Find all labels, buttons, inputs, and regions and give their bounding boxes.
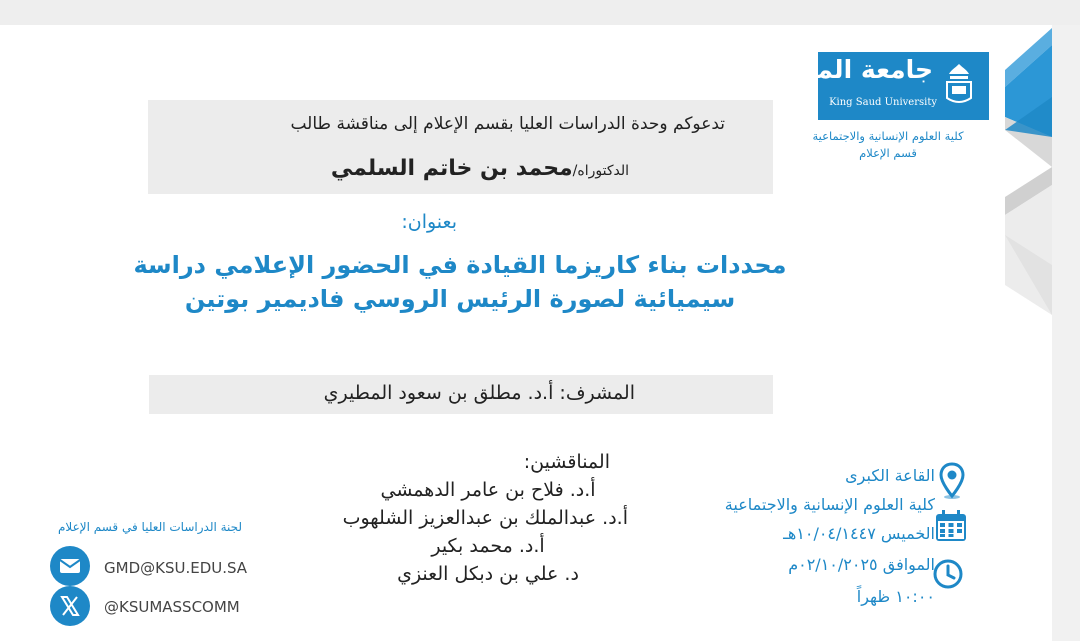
right-strip xyxy=(1052,25,1080,641)
location-pin-icon xyxy=(938,462,966,500)
thesis-title-line1: محددات بناء كاريزما القيادة في الحضور الإعلامي دراسة xyxy=(133,251,787,279)
event-time: ١٠:٠٠ ظهراً xyxy=(856,587,935,606)
committee-label: لجنة الدراسات العليا في قسم الإعلام xyxy=(58,520,243,534)
thesis-title-label: بعنوان: xyxy=(401,211,457,233)
decorative-chevrons xyxy=(1005,25,1052,325)
date-hijri: الخميس ١٠/٠٤/١٤٤٧هـ xyxy=(783,524,935,543)
logo-name-ar: جامعة الملك سعود xyxy=(708,55,933,84)
college-info xyxy=(788,128,988,162)
supervisor-text: المشرف: أ.د. مطلق بن سعود المطيري xyxy=(323,382,635,404)
invitation-line: تدعوكم وحدة الدراسات العليا بقسم الإعلام إلى مناقشة طالب xyxy=(290,114,725,134)
examiner-item: أ.د. عبدالملك بن عبدالعزيز الشلهوب xyxy=(342,507,628,529)
clock-icon xyxy=(932,558,964,590)
examiner-item: أ.د. فلاح بن عامر الدهمشي xyxy=(380,479,596,501)
venue-line1: القاعة الكبرى xyxy=(845,466,935,485)
date-gregorian: الموافق ٠٢/١٠/٢٠٢٥م xyxy=(788,555,935,574)
examiners-list xyxy=(342,448,628,588)
invitation-box xyxy=(148,100,773,194)
top-strip xyxy=(0,0,1080,25)
venue-line2: كلية العلوم الإنسانية والاجتماعية xyxy=(724,495,935,514)
calendar-icon xyxy=(934,509,968,543)
student-name: محمد بن خاتم السلمي xyxy=(330,156,573,181)
examiners-header: المناقشين: xyxy=(523,451,610,473)
x-icon[interactable] xyxy=(50,586,90,626)
student-line xyxy=(331,156,629,181)
supervisor-box xyxy=(149,375,773,414)
degree-prefix: الدكتوراه/ xyxy=(572,163,629,179)
ksu-emblem-icon xyxy=(941,60,977,110)
logo-name-en: King Saud University xyxy=(829,97,937,108)
thesis-title xyxy=(120,248,800,316)
email-text[interactable]: GMD@KSU.EDU.SA xyxy=(104,559,248,577)
twitter-text[interactable]: @KSUMASSCOMM xyxy=(104,598,240,616)
thesis-title-line2: سيميائية لصورة الرئيس الروسي فاديمير بوتين xyxy=(184,285,736,313)
email-icon[interactable] xyxy=(50,546,90,586)
examiner-item: د. علي بن دبكل العنزي xyxy=(397,563,579,585)
examiner-item: أ.د. محمد بكير xyxy=(431,535,545,557)
college-name: كلية العلوم الإنسانية والاجتماعية xyxy=(812,129,964,143)
university-logo xyxy=(708,52,989,120)
department-name: قسم الإعلام xyxy=(859,146,917,160)
